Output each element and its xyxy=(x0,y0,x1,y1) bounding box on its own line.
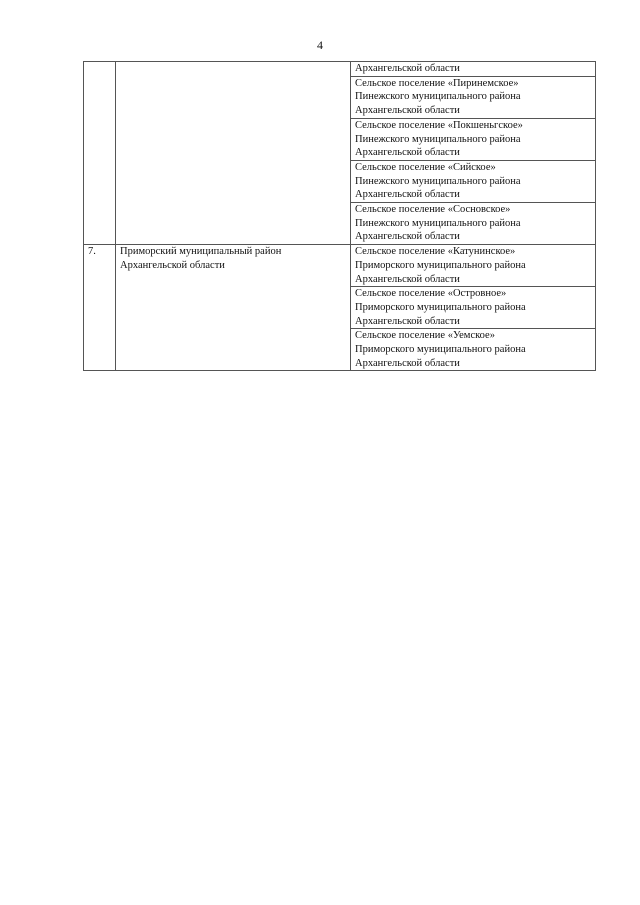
settlement-line: Сельское поселение «Сосновское» xyxy=(355,204,511,216)
table-row xyxy=(84,62,596,77)
settlement-line: Архангельской области xyxy=(355,231,460,243)
settlement-line: Сельское поселение «Островное» xyxy=(355,288,507,300)
settlement-line: Приморского муниципального района xyxy=(355,301,526,313)
settlement-cell xyxy=(351,329,596,371)
district-line: Архангельской области xyxy=(120,259,225,271)
settlement-line: Сельское поселение «Пиринемское» xyxy=(355,77,519,89)
settlement-line: Пинежского муниципального района xyxy=(355,133,521,145)
row-number: 7. xyxy=(88,246,96,258)
page-number: 4 xyxy=(317,38,323,52)
settlement-line: Архангельской области xyxy=(355,189,460,201)
settlement-line: Архангельской области xyxy=(355,147,460,159)
district-cell xyxy=(116,245,351,371)
settlement-line: Пинежского муниципального района xyxy=(355,91,521,103)
settlement-line: Пинежского муниципального района xyxy=(355,175,521,187)
settlement-line: Архангельской области xyxy=(355,273,460,285)
settlement-line: Сельское поселение «Уемское» xyxy=(355,330,495,342)
settlement-line: Архангельской области xyxy=(355,105,460,117)
settlement-cell xyxy=(351,203,596,245)
number-cell xyxy=(84,245,116,371)
settlement-line: Сельское поселение «Покшеньгское» xyxy=(355,119,523,131)
settlement-cell xyxy=(351,118,596,160)
district-line: Приморский муниципальный район xyxy=(120,246,282,258)
settlement-line: Пинежского муниципального района xyxy=(355,217,521,229)
number-cell xyxy=(84,62,116,245)
settlement-line: Приморского муниципального района xyxy=(355,259,526,271)
settlement-cell xyxy=(351,62,596,77)
table-row xyxy=(84,245,596,287)
settlement-line: Архангельской области xyxy=(355,315,460,327)
settlement-line: Сельское поселение «Сийское» xyxy=(355,161,496,173)
settlement-cell xyxy=(351,245,596,287)
district-cell xyxy=(116,62,351,245)
settlement-cell xyxy=(351,76,596,118)
settlement-cell xyxy=(351,160,596,202)
settlement-line: Архангельской области xyxy=(355,63,460,74)
settlement-line: Архангельской области xyxy=(355,357,460,369)
settlement-line: Приморского муниципального района xyxy=(355,344,526,356)
settlement-cell xyxy=(351,287,596,329)
settlement-line: Сельское поселение «Катунинское» xyxy=(355,246,516,258)
municipalities-table xyxy=(83,61,596,371)
